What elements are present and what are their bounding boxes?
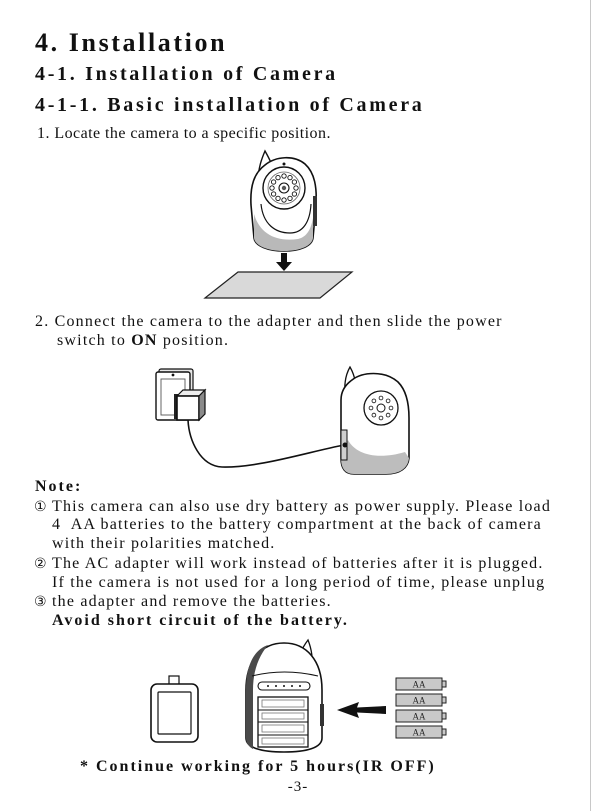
power-jack (343, 443, 348, 448)
note-line: the adapter and remove the batteries. (52, 593, 332, 610)
camera-back-view (246, 640, 324, 752)
aa-battery (396, 710, 446, 722)
camera-lens (377, 404, 385, 412)
battery-compartment (258, 697, 308, 747)
subsection-heading: 4-1-1. Basic installation of Camera (35, 94, 425, 116)
note-line: with their polarities matched. (52, 535, 276, 552)
camera-lens-center (282, 186, 286, 190)
camera-side-view (341, 367, 409, 474)
battery-cover (151, 676, 198, 742)
note-line: 4 AA batteries to the battery compartment at the back of camera (52, 516, 542, 533)
aa-battery (396, 694, 446, 706)
step-2-text-continued (57, 331, 229, 351)
power-cable (188, 420, 344, 467)
battery-label: AA (412, 711, 426, 722)
camera-front-view (251, 151, 317, 251)
battery-warning: Avoid short circuit of the battery. (52, 612, 349, 629)
camera-placement-illustration (195, 145, 360, 305)
aa-battery (396, 678, 446, 690)
battery-label: AA (412, 727, 426, 738)
step-2-text: 2. Connect the camera to the adapter and then slide the power (35, 313, 503, 330)
page-edge-line (590, 0, 591, 811)
note-marker-3: ③ (34, 594, 47, 610)
left-arrow-icon (337, 702, 386, 718)
battery-label: AA (412, 679, 426, 690)
battery-label: AA (412, 695, 426, 706)
step-2-prefix: switch to (57, 332, 132, 349)
camera-sensor (283, 163, 286, 166)
step-2-on-label: ON (131, 332, 158, 349)
section-heading: 4-1. Installation of Camera (35, 63, 338, 85)
battery-life-footnote: * Continue working for 5 hours(IR OFF) (80, 758, 436, 775)
power-adapter (174, 390, 205, 420)
battery-installation-illustration (145, 635, 455, 755)
camera-side-switch (313, 196, 317, 226)
aa-battery (396, 726, 446, 738)
down-arrow-icon (276, 253, 292, 271)
page-number: -3- (287, 779, 309, 795)
note-line: The AC adapter will work instead of batteries after it is plugged. (52, 555, 544, 572)
note-line: If the camera is not used for a long period of time, please unplug (52, 574, 546, 591)
note-title: Note: (35, 478, 83, 495)
step-2-suffix: position. (157, 332, 230, 349)
note-marker-2: ② (34, 556, 47, 572)
note-marker-1: ① (34, 499, 47, 515)
adapter-connection-illustration (150, 360, 415, 480)
note-line: This camera can also use dry battery as power supply. Please load (52, 498, 552, 515)
mounting-surface (205, 272, 352, 298)
step-1-text: 1. Locate the camera to a specific position. (37, 125, 331, 142)
camera-side-switch (320, 704, 324, 726)
page-title: 4. Installation (35, 28, 228, 57)
